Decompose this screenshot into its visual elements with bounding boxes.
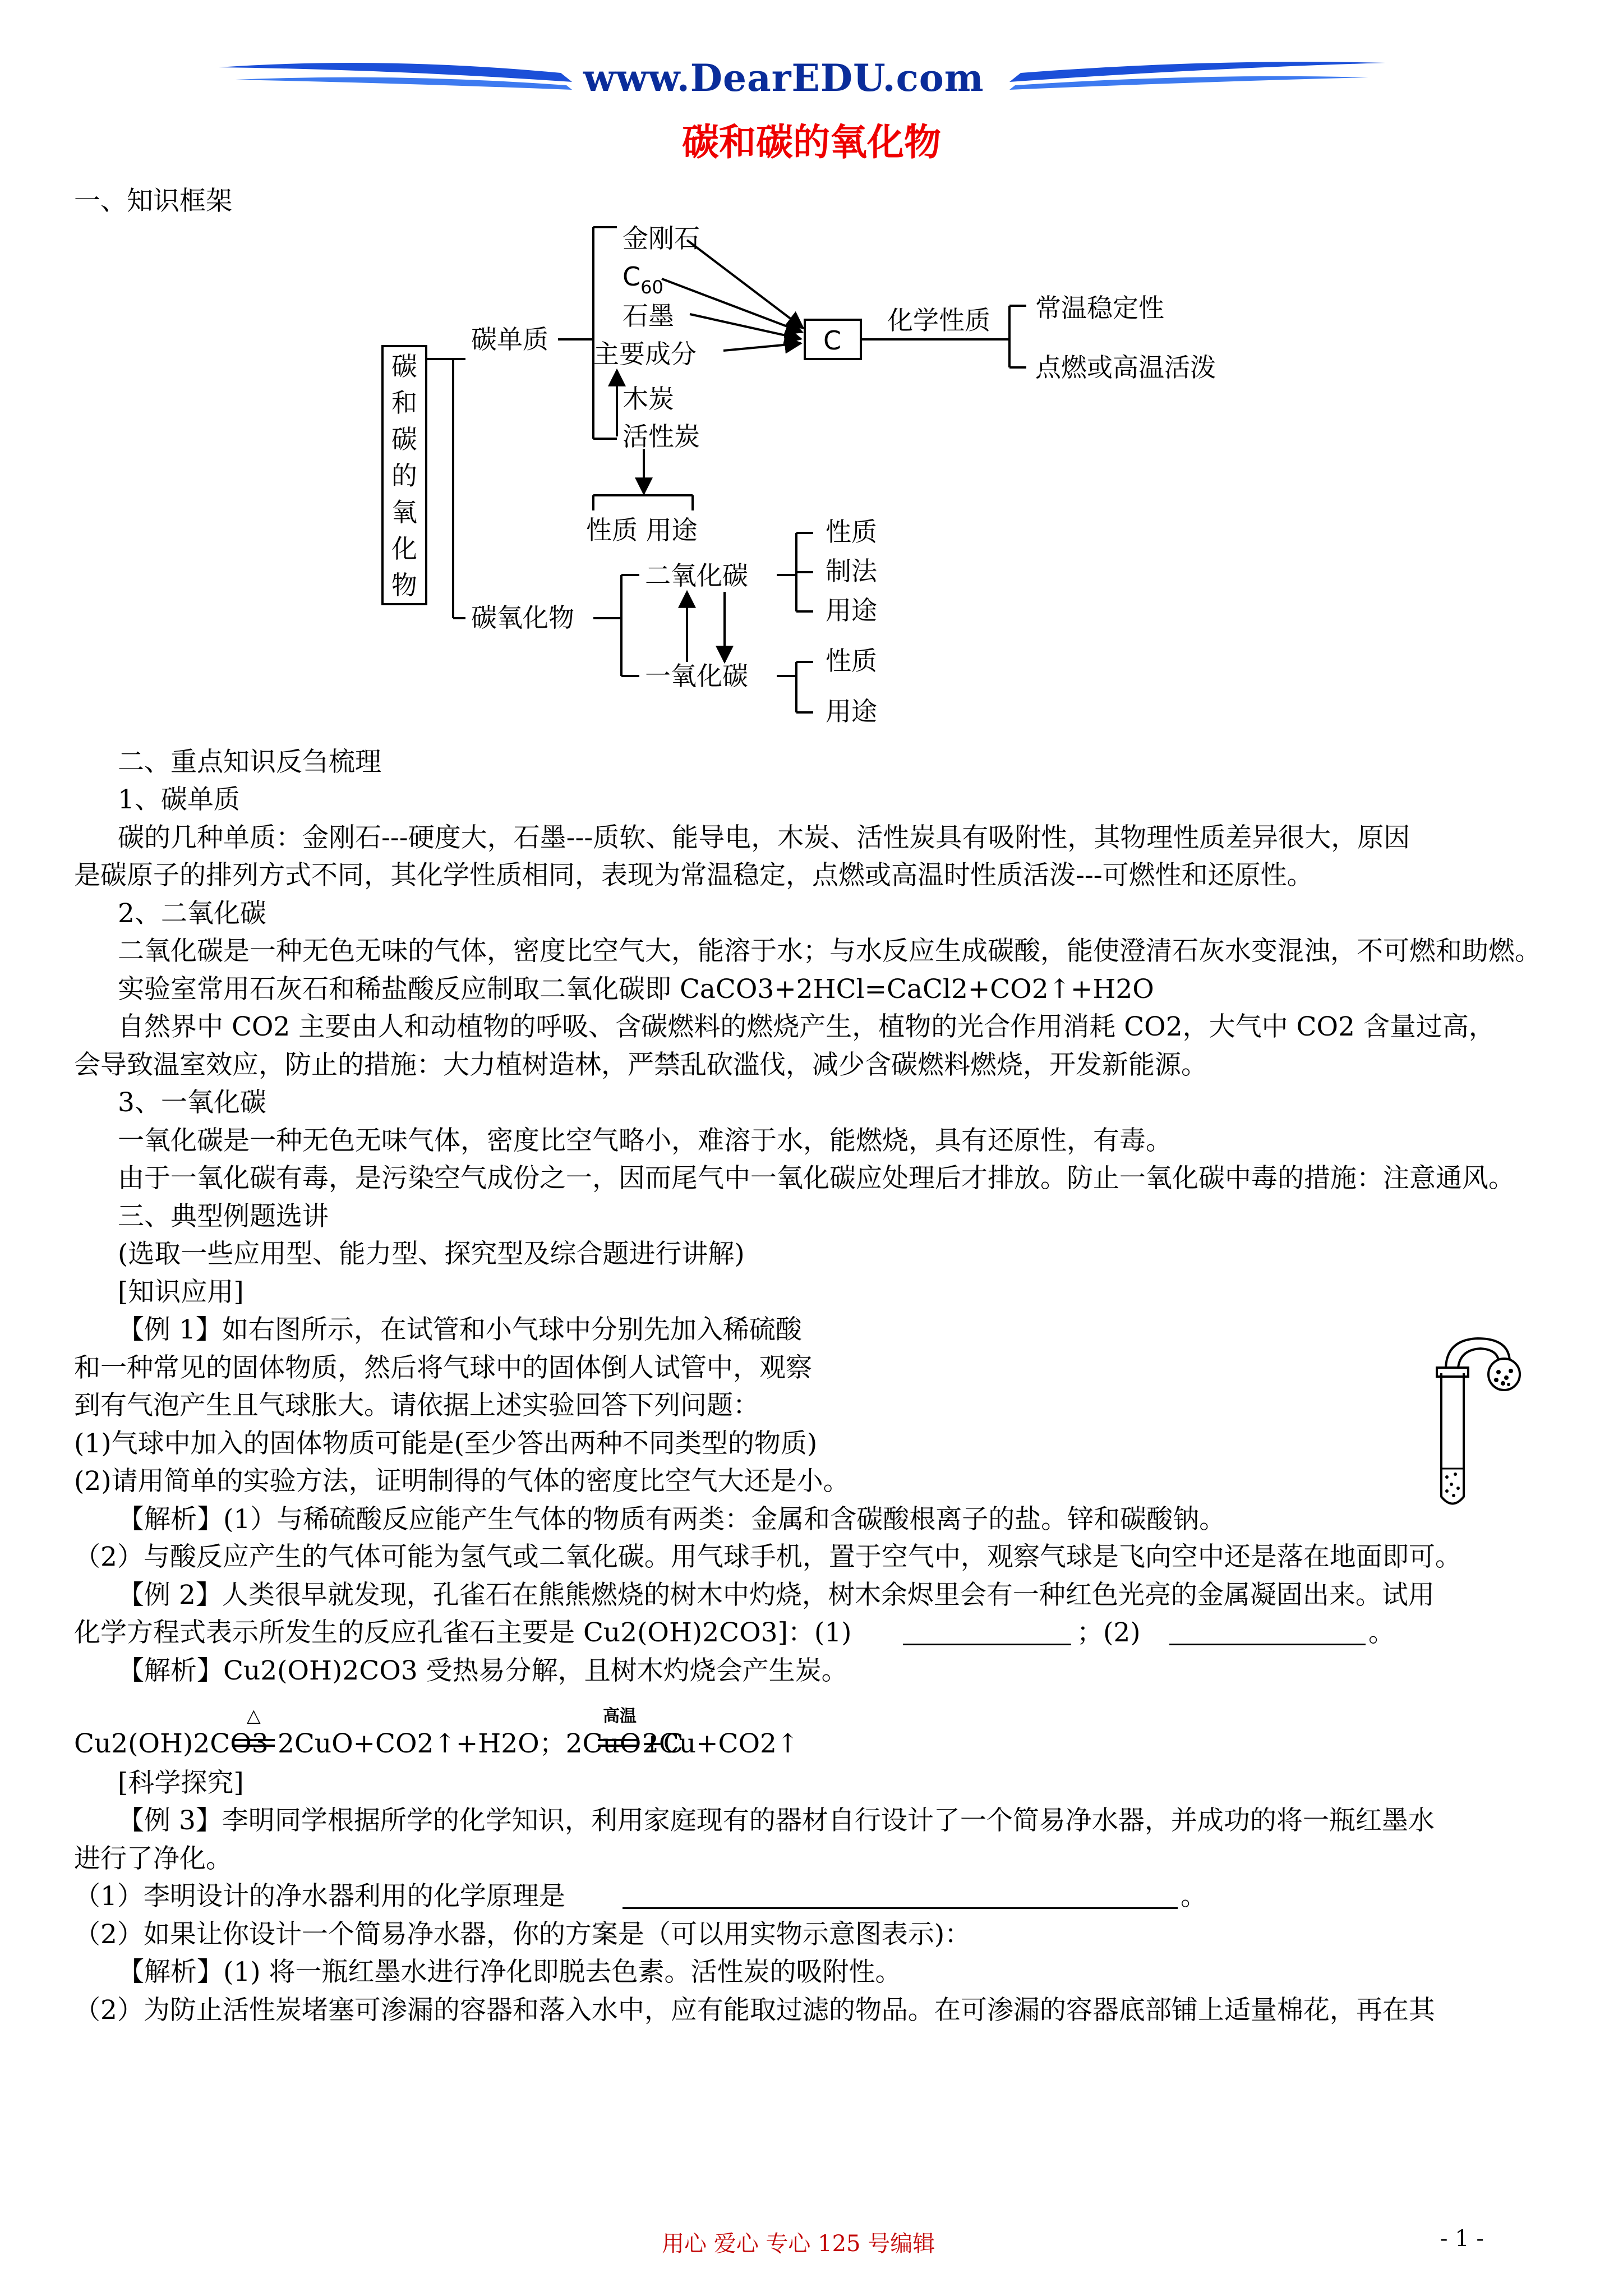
- root-char: 化: [391, 533, 417, 564]
- root-char: 和: [391, 388, 417, 418]
- line-end-mark: 。: [1181, 1881, 1207, 1912]
- node-c60: $C_{60}$: [623, 261, 663, 298]
- blank-separator: ；(2): [1077, 1617, 1141, 1648]
- paragraph-line: (选取一些应用型、能力型、探究型及综合题进行讲解): [118, 1239, 745, 1269]
- paragraph-line: （2）如果让你设计一个简易净水器，你的方案是（可以用实物示意图表示)：: [74, 1919, 971, 1950]
- knowledge-framework-diagram-lines: [0, 0, 1623, 752]
- subheading: [知识应用]: [118, 1277, 244, 1308]
- node-activated-carbon: 活性炭: [623, 421, 700, 452]
- paragraph-line: 【解析】(1）与稀硫酸反应能产生气体的物质有两类：金属和含碳酸根离子的盐。锌和碳酸钠。: [118, 1504, 1226, 1535]
- node-prop-use: 性质 用途: [586, 515, 698, 545]
- reaction-condition-high-temp: 高温: [603, 1706, 637, 1726]
- node-chem-property: 化学性质: [887, 305, 990, 335]
- line-end-mark: 。: [1368, 1617, 1395, 1648]
- paragraph-line: (1)气球中加入的固体物质可能是(至少答出两种不同类型的物质): [74, 1428, 818, 1459]
- section-heading-3: 三、典型例题选讲: [118, 1201, 329, 1232]
- root-char: 碳: [391, 351, 417, 381]
- paragraph-line: （2）与酸反应产生的气体可能为氢气或二氧化碳。用气球手机，置于空气中，观察气球是飞向空中还是落在地面即可。: [74, 1542, 1461, 1572]
- answer-blank-2[interactable]: [1169, 1644, 1366, 1645]
- equals-sign-icon: [598, 1738, 638, 1749]
- paragraph-line: 一氧化碳是一种无色无味气体，密度比空气略小，难溶于水，能燃烧，具有还原性，有毒。: [118, 1125, 1172, 1156]
- section-heading-2: 二、重点知识反刍梳理: [118, 747, 381, 777]
- node-stable: 常温稳定性: [1035, 293, 1164, 323]
- footer-text: 用心 爱心 专心 125 号编辑: [662, 2231, 935, 2257]
- node-active: 点燃或高温活泼: [1035, 352, 1216, 383]
- page-number: - 1 -: [1440, 2226, 1484, 2252]
- node-diamond: 金刚石: [623, 223, 700, 254]
- paragraph-line: 自然界中 CO2 主要由人和动植物的呼吸、含碳燃料的燃烧产生，植物的光合作用消耗 CO2，大气中 CO2 含量过高，: [118, 1011, 1495, 1042]
- document-title: 碳和碳的氧化物: [682, 120, 941, 164]
- node-carbon-oxides: 碳氧化物: [471, 602, 574, 633]
- node-co: 一氧化碳: [645, 661, 748, 691]
- paragraph-line: （1）李明设计的净水器利用的化学原理是: [74, 1881, 565, 1912]
- paragraph-line: 化学方程式表示所发生的反应孔雀石主要是 Cu2(OH)2CO3]：(1): [74, 1617, 852, 1648]
- node-c-box: C: [823, 325, 842, 356]
- answer-blank-3[interactable]: [623, 1907, 1178, 1909]
- node-main-component: 主要成分: [593, 339, 697, 369]
- paragraph-line: 是碳原子的排列方式不同，其化学性质相同，表现为常温稳定，点燃或高温时性质活泼---可燃性和还原性。: [74, 860, 1313, 891]
- node-co-property: 性质: [826, 646, 877, 676]
- answer-blank-1[interactable]: [903, 1644, 1071, 1645]
- paragraph-line: 碳的几种单质：金刚石---硬度大，石墨---质软、能导电，木炭、活性炭具有吸附性，其物理性质差异很大，原因: [118, 822, 1410, 853]
- paragraph-line: 到有气泡产生且气球胀大。请依据上述实验回答下列问题：: [74, 1390, 759, 1421]
- node-charcoal: 木炭: [623, 384, 674, 414]
- paragraph-line: 【解析】(1) 将一瓶红墨水进行净化即脱去色素。活性炭的吸附性。: [118, 1957, 902, 1987]
- node-co-use: 用途: [826, 696, 877, 726]
- paragraph-line: 二氧化碳是一种无色无味的气体，密度比空气大，能溶于水；与水反应生成碳酸，能使澄清石灰水变混浊，不可燃和助燃。: [118, 936, 1541, 967]
- root-char: 物: [391, 570, 417, 600]
- test-tube-balloon-illustration: [1424, 1334, 1531, 1513]
- node-co2-property: 性质: [826, 517, 877, 547]
- root-char: 碳: [391, 424, 417, 454]
- equation-part: 2CuO+CO2↑+H2O；2CuO+C: [278, 1728, 684, 1759]
- paragraph-line: 【例 3】李明同学根据所学的化学知识，利用家庭现有的器材自行设计了一个简易净水器，并成功的将一瓶红墨水: [118, 1805, 1435, 1836]
- paragraph-line: 会导致温室效应，防止的措施：大力植树造林，严禁乱砍滥伐，减少含碳燃料燃烧，开发新能源。: [74, 1050, 1207, 1080]
- paragraph-line: 由于一氧化碳有毒，是污染空气成份之一，因而尾气中一氧化碳应处理后才排放。防止一氧化碳中毒的措施：注意通风。: [118, 1163, 1515, 1194]
- equals-sign-icon: [234, 1738, 275, 1749]
- paragraph-line: (2)请用简单的实验方法，证明制得的气体的密度比空气大还是小。: [74, 1466, 850, 1497]
- subheading: 2、二氧化碳: [118, 898, 266, 929]
- paragraph-line: 实验室常用石灰石和稀盐酸反应制取二氧化碳即 CaCO3+2HCl=CaCl2+CO2↑+H2O: [118, 974, 1154, 1005]
- reaction-condition-heat: △: [247, 1705, 261, 1726]
- site-name[interactable]: www.DearEDU.com: [583, 56, 984, 100]
- root-char: 氧: [391, 497, 417, 527]
- node-graphite: 石墨: [623, 301, 674, 331]
- subheading: 3、一氧化碳: [118, 1087, 266, 1118]
- node-co2-preparation: 制法: [826, 556, 877, 586]
- section-heading-1: 一、知识框架: [74, 186, 232, 217]
- equation-part: 2Cu+CO2↑: [642, 1728, 799, 1759]
- paragraph-line: 进行了净化。: [74, 1843, 232, 1874]
- subheading: [科学探究]: [118, 1768, 244, 1798]
- node-co2-use: 用途: [826, 595, 877, 625]
- equation-part: Cu2(OH)2CO3: [74, 1728, 269, 1759]
- paragraph-line: （2）为防止活性炭堵塞可渗漏的容器和落入水中，应有能取过滤的物品。在可渗漏的容器底部铺上适量棉花，再在其: [74, 1995, 1435, 2026]
- paragraph-line: 【例 1】如右图所示，在试管和小气球中分别先加入稀硫酸: [118, 1314, 802, 1345]
- paragraph-line: 和一种常见的固体物质，然后将气球中的固体倒人试管中，观察: [74, 1352, 812, 1383]
- node-carbon-simple: 碳单质: [471, 324, 548, 355]
- paragraph-line: 【解析】Cu2(OH)2CO3 受热易分解，且树木灼烧会产生炭。: [118, 1655, 848, 1686]
- subheading: 1、碳单质: [118, 784, 240, 815]
- paragraph-line: 【例 2】人类很早就发现，孔雀石在熊熊燃烧的树木中灼烧，树木余烬里会有一种红色光亮的金属凝固出来。试用: [118, 1580, 1435, 1611]
- node-co2: 二氧化碳: [645, 560, 748, 591]
- root-char: 的: [391, 461, 417, 491]
